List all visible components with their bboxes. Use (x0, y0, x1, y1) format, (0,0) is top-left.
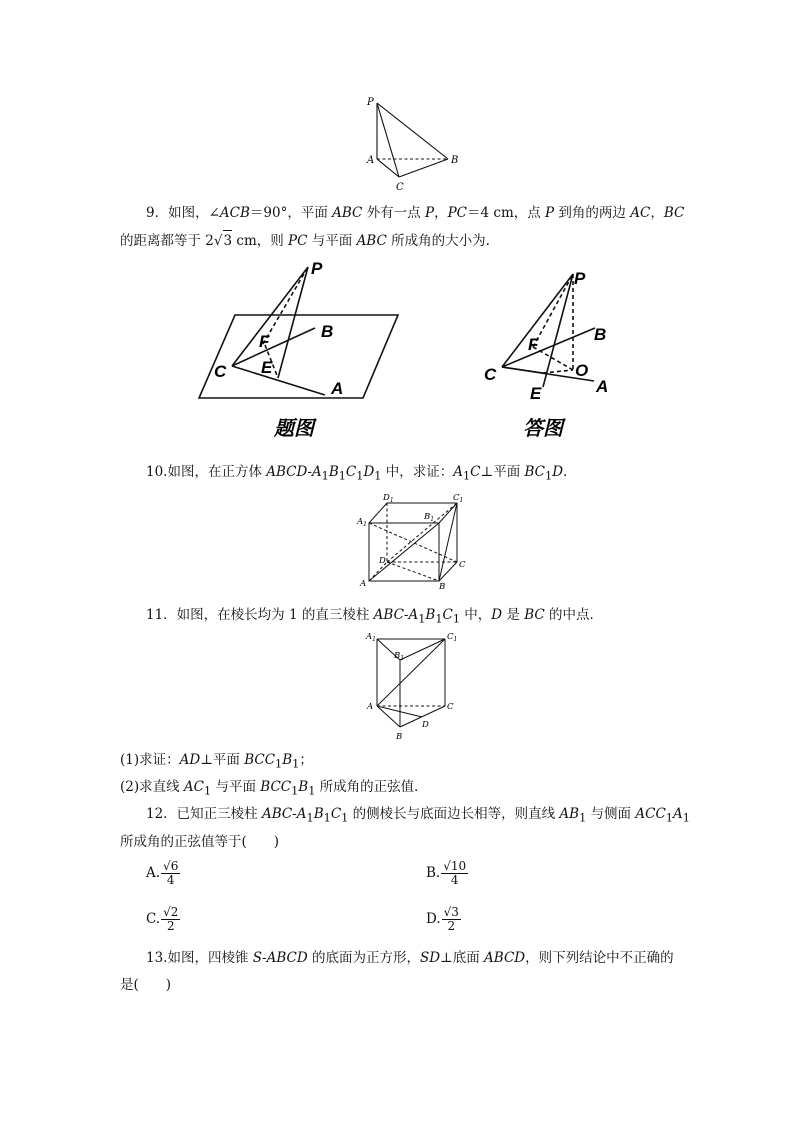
label-p: P (367, 97, 374, 108)
q12-option-c[interactable]: C. $\frac{√2}{2}$ (146, 905, 179, 933)
q12-line2: 所成角的正弦值等于( ) (120, 834, 280, 850)
figure-pyramid-pabc (360, 95, 470, 195)
label-a1: $A_1$ (366, 632, 376, 643)
caption-problem-figure: 题图 (274, 418, 314, 440)
label-a: A (596, 377, 609, 396)
label-c1: $C_1$ (447, 632, 458, 643)
label-d: D (422, 720, 429, 730)
q11-part1: (1)求证：AD⊥平面 $BCC_1B_1$； (120, 752, 313, 771)
label-a: A (360, 579, 367, 589)
q13-line1: 13.如图，四棱锥 S-ABCD 的底面为正方形，SD⊥底面 ABCD，则下列结论中不正确的 (146, 950, 674, 966)
q9-line2: 的距离都等于 2√3 cm，则 PC 与平面 ABC 所成角的大小为. (120, 230, 490, 251)
q12-line1: 12．已知正三棱柱 ABC-$A_1B_1C_1$ 的侧棱长与底面边长相等，则直线 $AB_1$ 与侧面 $ACC_1A_1$ (146, 806, 690, 825)
label-c: C (396, 182, 404, 193)
label-c: C (447, 702, 454, 712)
sqrt-symbol: √ (213, 233, 223, 249)
q9-line1: 9．如图，∠ACB＝90°，平面 ABC 外有一点 P，PC＝4 cm，点 P 到角的两边 AC，BC (146, 205, 685, 221)
label-c: C (459, 560, 466, 570)
q13-line2: 是( ) (120, 977, 172, 993)
figure-q9-problem (195, 255, 410, 445)
label-a: A (367, 702, 374, 712)
figure-q9-answer (478, 262, 628, 447)
label-e: E (261, 358, 273, 377)
label-d1: $D_1$ (383, 493, 394, 504)
q12-option-d[interactable]: D. $\frac{√3}{2}$ (426, 905, 459, 933)
label-e: E (530, 384, 542, 403)
label-b1: $B_1$ (424, 512, 435, 523)
q12-option-b[interactable]: B. $\frac{√10}{4}$ (426, 859, 467, 887)
label-f: F (259, 332, 270, 351)
label-a: A (367, 155, 375, 166)
figure-prism (358, 628, 468, 743)
label-c1: $C_1$ (453, 493, 464, 504)
label-a1: $A_1$ (357, 517, 367, 528)
label-d: D (379, 556, 386, 566)
label-c: C (214, 362, 227, 381)
q12-option-a[interactable]: A. $\frac{√6}{4}$ (146, 859, 179, 887)
label-b: B (439, 582, 446, 590)
q10-line1: 10.如图，在正方体 ABCD-$A_1B_1C_1D_1$ 中，求证：$A_1C\perp$平面 $BC_1D$. (146, 464, 568, 483)
label-f: F (528, 335, 539, 354)
q11-part2: (2)求直线 $AC_1$ 与平面 $BCC_1B_1$ 所成角的正弦值． (120, 779, 428, 798)
label-c: C (484, 365, 497, 384)
label-b: B (451, 155, 459, 166)
label-b: B (321, 322, 334, 341)
figure-cube (352, 490, 472, 590)
label-b: B (594, 325, 607, 344)
label-p: P (311, 259, 323, 278)
label-b: B (396, 732, 403, 742)
caption-answer-figure: 答图 (523, 418, 563, 440)
label-b1: $B_1$ (394, 651, 405, 662)
q11-line1: 11．如图，在棱长均为 1 的直三棱柱 ABC-$A_1B_1C_1$ 中，D 是 BC 的中点． (146, 607, 604, 626)
label-o: O (575, 361, 589, 380)
label-a: A (331, 379, 344, 398)
label-p: P (574, 269, 586, 288)
